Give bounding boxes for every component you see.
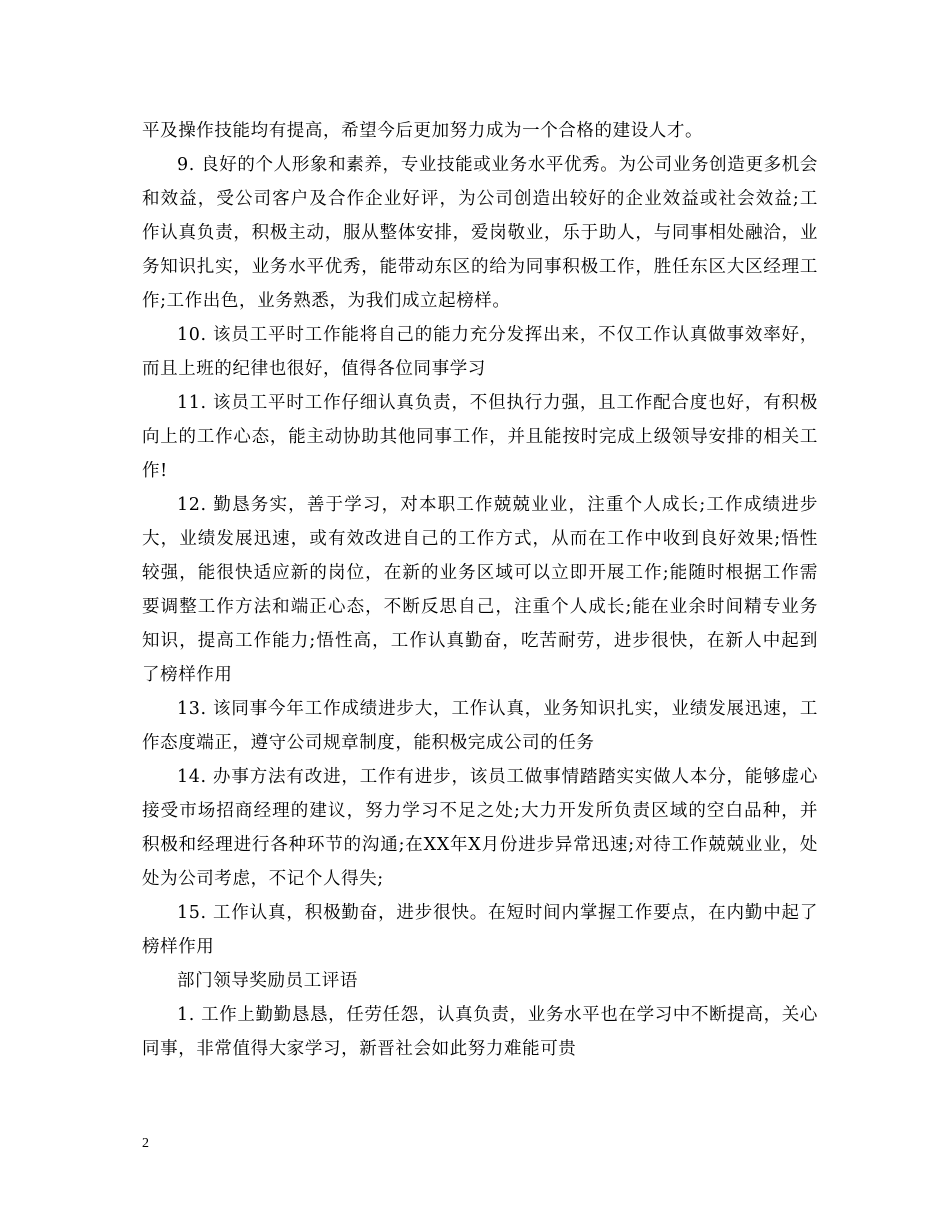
paragraph-continuation: 平及操作技能均有提高，希望今后更加努力成为一个合格的建设人才。	[142, 121, 704, 141]
document-body	[142, 114, 818, 1066]
page-number: 2	[142, 1136, 149, 1151]
paragraph-item-9: 9. 良好的个人形象和素养，专业技能或业务水平优秀。为公司业务创造更多机会和效益，受公司客户及合作企业好评，为公司创造出较好的企业效益或社会效益;工作认真负责，积极主动，服从整体安排，爱岗敬业，乐于助人，与同事相处融洽，业务知识扎实，业务水平优秀，能带动东区的给为同事积极工作，胜任东区大区经理工作;工作出色，业务熟悉，为我们成立起榜样。	[142, 155, 818, 311]
paragraph-item-1: 1. 工作上勤勤恳恳，任劳任怨，认真负责，业务水平也在学习中不断提高，关心同事，非常值得大家学习，新晋社会如此努力难能可贵	[142, 1005, 818, 1059]
paragraph-item-13: 13. 该同事今年工作成绩进步大，工作认真，业务知识扎实，业绩发展迅速，工作态度端正，遵守公司规章制度，能积极完成公司的任务	[142, 699, 818, 753]
paragraph-item-15: 15. 工作认真，积极勤奋，进步很快。在短时间内掌握工作要点，在内勤中起了榜样作用	[142, 903, 818, 957]
paragraph-item-14: 14. 办事方法有改进，工作有进步，该员工做事情踏踏实实做人本分，能够虚心接受市场招商经理的建议，努力学习不足之处;大力开发所负责区域的空白品种，并积极和经理进行各种环节的沟通;在XX年X月份进步异常迅速;对待工作兢兢业业，处处为公司考虑，不记个人得失;	[142, 767, 818, 889]
paragraph-item-11: 11. 该员工平时工作仔细认真负责，不但执行力强，且工作配合度也好，有积极向上的工作心态，能主动协助其他同事工作，并且能按时完成上级领导安排的相关工作!	[142, 393, 818, 481]
section-heading: 部门领导奖励员工评语	[177, 971, 358, 991]
paragraph-item-10: 10. 该员工平时工作能将自己的能力充分发挥出来，不仅工作认真做事效率好，而且上班的纪律也很好，值得各位同事学习	[142, 325, 818, 379]
paragraph-item-12: 12. 勤恳务实，善于学习，对本职工作兢兢业业，注重个人成长;工作成绩进步大，业绩发展迅速，或有效改进自己的工作方式，从而在工作中收到良好效果;悟性较强，能很快适应新的岗位，在新的业务区域可以立即开展工作;能随时根据工作需要调整工作方法和端正心态，不断反思自己，注重个人成长;能在业余时间精专业务知识，提高工作能力;悟性高，工作认真勤奋，吃苦耐劳，进步很快，在新人中起到了榜样作用	[142, 495, 818, 685]
